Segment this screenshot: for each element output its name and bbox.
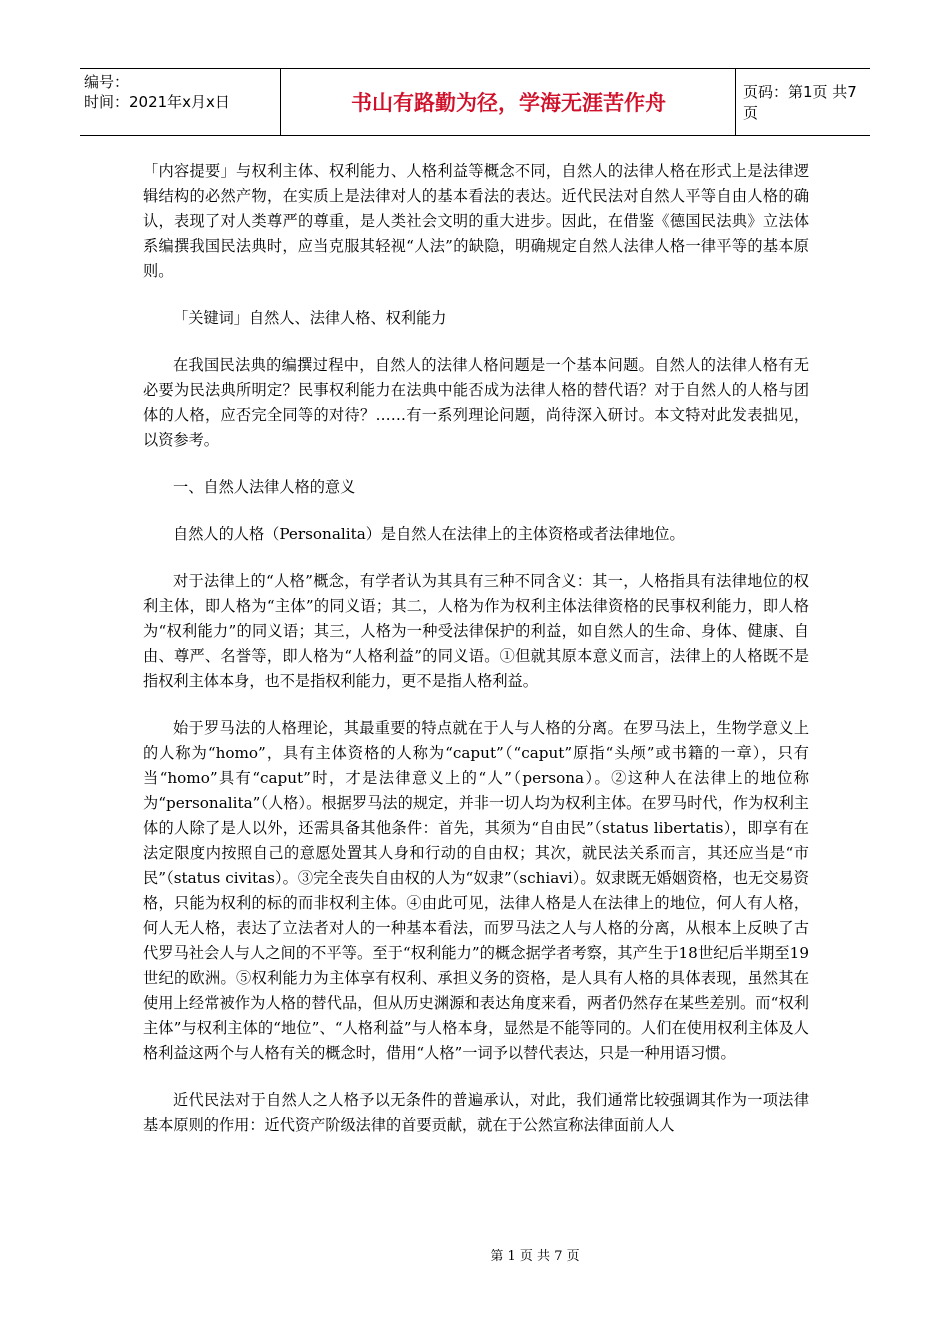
roman-law-paragraph: 始于罗马法的人格理论，其最重要的特点就在于人与人格的分离。在罗马法上，生物学意义上的人称为“homo”，具有主体资格的人称为“caput”（“caput”原指“头颅”或书籍的一章），只有当“homo”具有“caput”时，才是法律意义上的“人”（persona）。②这种人在法律上的地位称为“personalita”（人格）。根据罗马法的规定，并非一切人均为权利主体。在罗马时代，作为权利主体的人除了是人以外，还需具备其他条件：首先，其须为“自由民”（status libertatis），即享有在法定限度内按照自己的意愿处置其人身和行动的自由权；其次，就民法关系而言，其还应当是“市民”（status civitas）。③完全丧失自由权的人为“奴隶”（schiavi）。奴隶既无婚姻资格，也无交易资格，只能为权利的标的而非权利主体。④由此可见，法律人格是人在法律上的地位，何人有人格，何人无人格，表达了立法者对人的一种基本看法，而罗马法之人与人格的分离，从根本上反映了古代罗马社会人与人之间的不平等。至于“权利能力”的概念据学者考察，其产生于18世纪后半期至19世纪的欧洲。⑤权利能力为主体享有权利、承担义务的资格，是人具有人格的具体表现，虽然其在使用上经常被作为人格的替代品，但从历史渊源和表达角度来看，两者仍然存在某些差别。而“权利主体”与权利主体的“地位”、“人格利益”与人格本身，显然是不能等同的。人们在使用权利主体及人格利益这两个与人格有关的概念时，借用“人格”一词予以替代表达，只是一种用语习惯。 — [143, 719, 809, 1062]
intro-paragraph: 在我国民法典的编撰过程中，自然人的法律人格问题是一个基本问题。自然人的法律人格有无必要为民法典所明定？民事权利能力在法典中能否成为法律人格的替代语？对于自然人的人格与团体的人格，应否完全同等的对待？……有一系列理论问题，尚待深入研讨。本文特对此发表拙见，以资参考。 — [143, 356, 809, 449]
section-heading: 一、自然人法律人格的意义 — [173, 478, 356, 496]
meanings-paragraph: 对于法律上的“人格”概念，有学者认为其具有三种不同含义：其一，人格指具有法律地位的权利主体，即人格为“主体”的同义语；其二，人格为作为权利主体法律资格的民事权利能力，即人格为“权利能力”的同义语；其三，人格为一种受法律保护的利益，如自然人的生命、身体、健康、自由、尊严、名誉等，即人格为“人格利益”的同义语。①但就其原本意义而言，法律上的人格既不是指权利主体本身，也不是指权利能力，更不是指人格利益。 — [143, 572, 809, 690]
definition-paragraph: 自然人的人格（Personalita）是自然人在法律上的主体资格或者法律地位。 — [173, 525, 685, 543]
date-line: 时间：2021年x月x日 — [84, 93, 230, 111]
page-footer: 第 1 页 共 7 页 — [490, 1249, 580, 1264]
header-page-info: 页码：第1页 共7页 — [743, 83, 857, 122]
abstract-paragraph: 「内容提要」与权利主体、权利能力、人格利益等概念不同，自然人的法律人格在形式上是法律逻辑结构的必然产物，在实质上是法律对人的基本看法的表达。近代民法对自然人平等自由人格的确认，表现了对人类尊严的尊重，是人类社会文明的重大进步。因此，在借鉴《德国民法典》立法体系编撰我国民法典时，应当克服其轻视“人法”的缺隐，明确规定自然人法律人格一律平等的基本原则。 — [143, 162, 809, 280]
header-meta — [80, 69, 281, 135]
header-motto: 书山有路勤为径，学海无涯苦作舟 — [282, 69, 736, 135]
document-body — [143, 159, 809, 1160]
keywords-paragraph: 「关键词」自然人、法律人格、权利能力 — [173, 309, 447, 327]
page-header — [80, 68, 870, 136]
serial-label: 编号： — [84, 73, 130, 91]
modern-law-paragraph: 近代民法对于自然人之人格予以无条件的普遍承认，对此，我们通常比较强调其作为一项法律基本原则的作用：近代资产阶级法律的首要贡献，就在于公然宣称法律面前人人 — [143, 1091, 809, 1134]
